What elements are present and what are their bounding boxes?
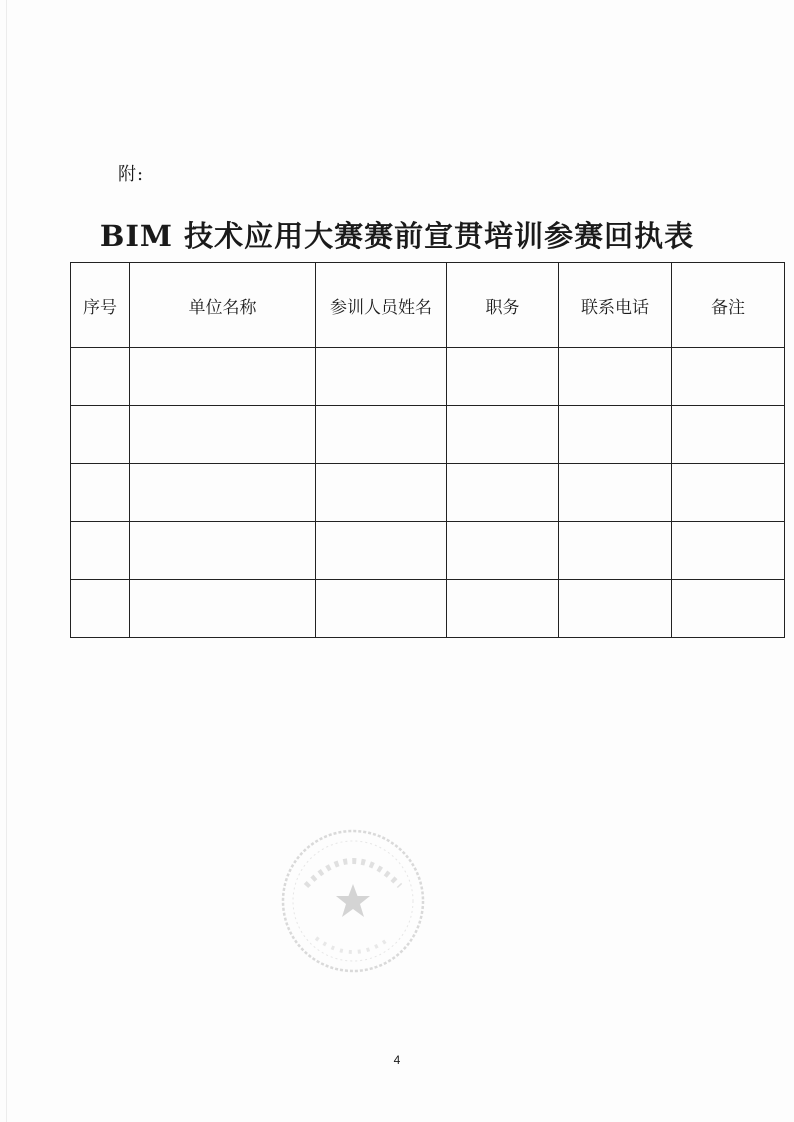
table-cell [559, 464, 672, 522]
header-remarks: 备注 [672, 263, 785, 348]
table-row [71, 580, 785, 638]
table-row [71, 522, 785, 580]
table-header-row [71, 263, 785, 348]
table-cell [71, 406, 130, 464]
table-cell [447, 406, 559, 464]
table-cell [447, 464, 559, 522]
header-participant-name: 参训人员姓名 [316, 263, 447, 348]
table-cell [316, 348, 447, 406]
table-row [71, 348, 785, 406]
table-cell [316, 580, 447, 638]
table-cell [130, 580, 316, 638]
table-cell [559, 580, 672, 638]
table-cell [316, 406, 447, 464]
registration-table-wrapper [70, 262, 784, 638]
table-row [71, 464, 785, 522]
table-cell [130, 348, 316, 406]
table-cell [316, 522, 447, 580]
table-cell [316, 464, 447, 522]
table-cell [130, 406, 316, 464]
header-phone: 联系电话 [559, 263, 672, 348]
seal-star-icon [336, 884, 370, 917]
table-cell [672, 580, 785, 638]
table-cell [71, 522, 130, 580]
table-cell [559, 522, 672, 580]
scan-edge-line [6, 0, 7, 1122]
attachment-label: 附: [118, 164, 145, 185]
table-cell [672, 464, 785, 522]
document-title: BIM 技术应用大赛赛前宣贯培训参赛回执表 [99, 219, 695, 253]
table-cell [447, 522, 559, 580]
header-position: 职务 [447, 263, 559, 348]
table-cell [447, 348, 559, 406]
table-cell [559, 406, 672, 464]
seal-bottom-arc-marks [316, 938, 390, 952]
official-seal-stamp [276, 826, 430, 976]
table-cell [71, 580, 130, 638]
table-cell [447, 580, 559, 638]
table-cell [672, 348, 785, 406]
page-number: 4 [393, 1053, 401, 1067]
table-row [71, 406, 785, 464]
table-cell [130, 522, 316, 580]
table-cell [672, 406, 785, 464]
table-cell [71, 348, 130, 406]
table-cell [559, 348, 672, 406]
table-cell [71, 464, 130, 522]
header-organization-name: 单位名称 [130, 263, 316, 348]
registration-table [70, 262, 785, 638]
table-cell [130, 464, 316, 522]
header-serial-number: 序号 [71, 263, 130, 348]
table-cell [672, 522, 785, 580]
seal-text-arc-marks [306, 861, 400, 886]
